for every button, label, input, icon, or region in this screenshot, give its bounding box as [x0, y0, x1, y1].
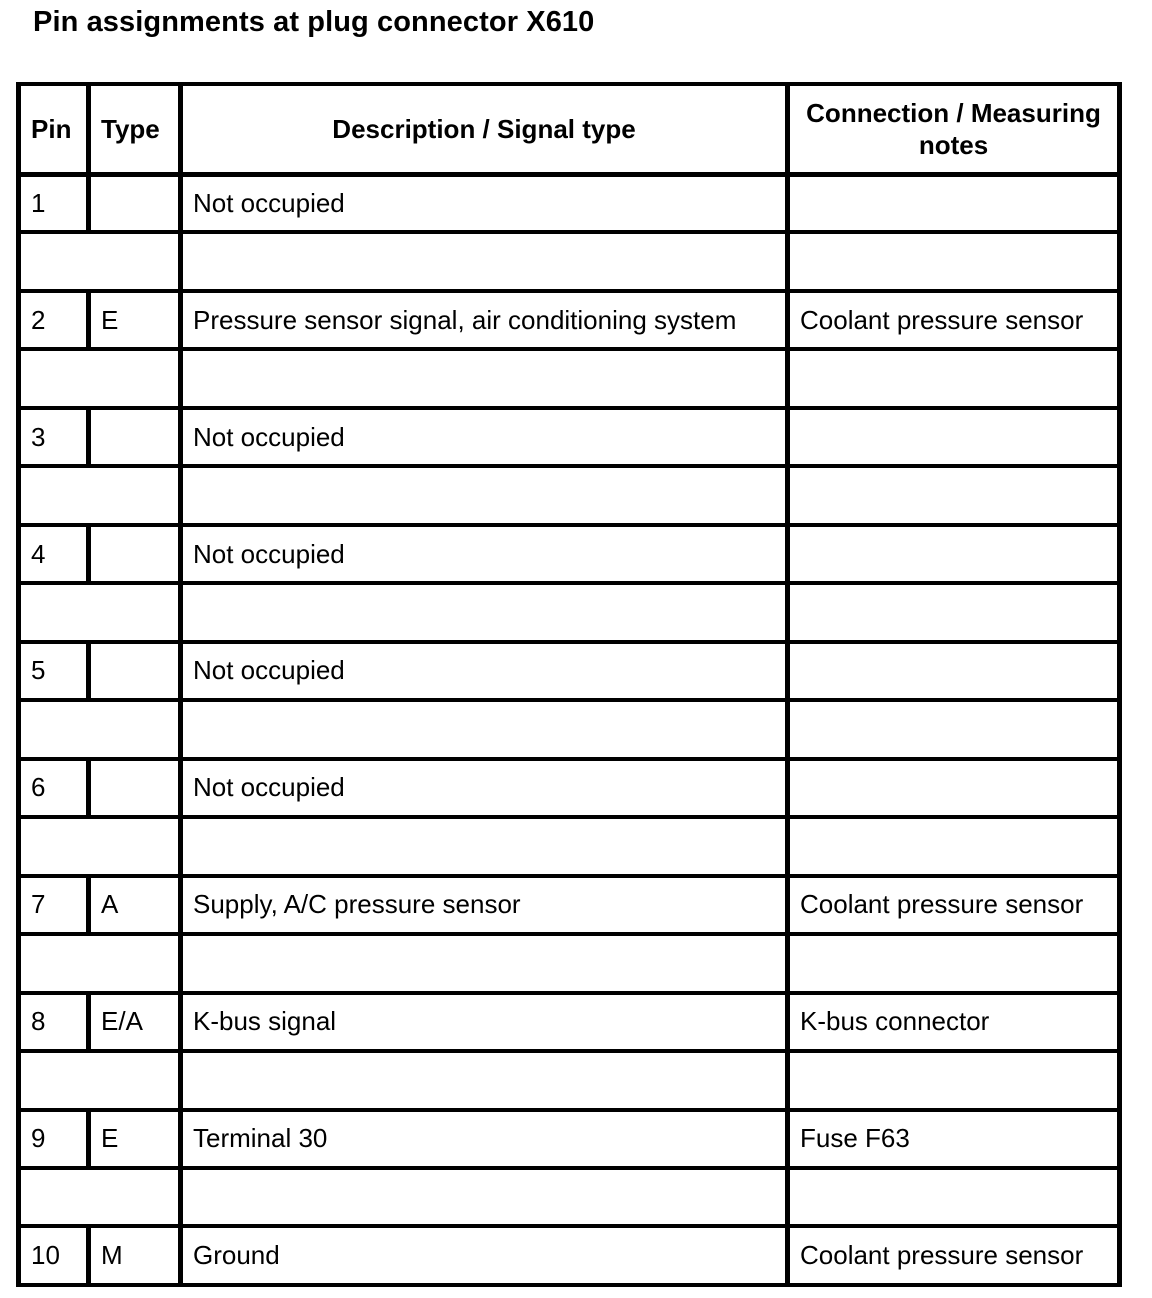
- spacer-cell-description: [181, 232, 788, 290]
- cell-connection: [788, 408, 1120, 466]
- cell-description: Supply, A/C pressure sensor: [181, 876, 788, 934]
- cell-pin: 4: [19, 525, 89, 583]
- spacer-cell-pin-type: [19, 583, 181, 641]
- cell-description: Not occupied: [181, 759, 788, 817]
- table-spacer-row: [19, 232, 1120, 290]
- cell-description: Not occupied: [181, 642, 788, 700]
- cell-description: Pressure sensor signal, air conditioning system: [181, 291, 788, 349]
- table-body: [19, 174, 1120, 1285]
- spacer-cell-pin-type: [19, 466, 181, 524]
- cell-description: K-bus signal: [181, 993, 788, 1051]
- table-spacer-row: [19, 700, 1120, 758]
- table-row: [19, 174, 1120, 232]
- cell-connection: [788, 174, 1120, 232]
- cell-pin: 10: [19, 1226, 89, 1285]
- cell-connection: Coolant pressure sensor: [788, 1226, 1120, 1285]
- cell-description: Not occupied: [181, 408, 788, 466]
- table-spacer-row: [19, 1168, 1120, 1226]
- table-row: [19, 408, 1120, 466]
- cell-connection: [788, 525, 1120, 583]
- table-row: [19, 291, 1120, 349]
- spacer-cell-connection: [788, 232, 1120, 290]
- cell-pin: 6: [19, 759, 89, 817]
- table-row: [19, 1226, 1120, 1285]
- table-header-row: [19, 84, 1120, 174]
- cell-type: [89, 759, 181, 817]
- cell-description: Ground: [181, 1226, 788, 1285]
- spacer-cell-connection: [788, 934, 1120, 992]
- spacer-cell-pin-type: [19, 700, 181, 758]
- table-row: [19, 876, 1120, 934]
- spacer-cell-pin-type: [19, 817, 181, 875]
- cell-pin: 3: [19, 408, 89, 466]
- pin-assignment-table: [16, 82, 1122, 1287]
- cell-connection: Coolant pressure sensor: [788, 291, 1120, 349]
- cell-connection: Fuse F63: [788, 1110, 1120, 1168]
- table-row: [19, 642, 1120, 700]
- cell-description: Terminal 30: [181, 1110, 788, 1168]
- column-header-description: Description / Signal type: [181, 84, 788, 174]
- table-spacer-row: [19, 583, 1120, 641]
- cell-connection: [788, 642, 1120, 700]
- table-row: [19, 1110, 1120, 1168]
- spacer-cell-pin-type: [19, 232, 181, 290]
- cell-type: [89, 642, 181, 700]
- spacer-cell-description: [181, 583, 788, 641]
- table-row: [19, 525, 1120, 583]
- cell-type: [89, 408, 181, 466]
- table-spacer-row: [19, 817, 1120, 875]
- table-row: [19, 993, 1120, 1051]
- cell-type: E/A: [89, 993, 181, 1051]
- spacer-cell-connection: [788, 466, 1120, 524]
- spacer-cell-description: [181, 466, 788, 524]
- cell-pin: 5: [19, 642, 89, 700]
- spacer-cell-connection: [788, 1051, 1120, 1109]
- spacer-cell-connection: [788, 817, 1120, 875]
- cell-type: [89, 174, 181, 232]
- column-header-connection: Connection / Measuring notes: [788, 84, 1120, 174]
- spacer-cell-connection: [788, 1168, 1120, 1226]
- spacer-cell-description: [181, 700, 788, 758]
- table-spacer-row: [19, 934, 1120, 992]
- column-header-type: Type: [89, 84, 181, 174]
- cell-pin: 1: [19, 174, 89, 232]
- cell-pin: 8: [19, 993, 89, 1051]
- cell-connection: [788, 759, 1120, 817]
- cell-type: [89, 525, 181, 583]
- spacer-cell-description: [181, 1051, 788, 1109]
- spacer-cell-pin-type: [19, 349, 181, 407]
- cell-connection: Coolant pressure sensor: [788, 876, 1120, 934]
- spacer-cell-description: [181, 817, 788, 875]
- spacer-cell-pin-type: [19, 1168, 181, 1226]
- cell-pin: 7: [19, 876, 89, 934]
- table-spacer-row: [19, 349, 1120, 407]
- cell-pin: 9: [19, 1110, 89, 1168]
- spacer-cell-pin-type: [19, 934, 181, 992]
- cell-description: Not occupied: [181, 525, 788, 583]
- cell-type: E: [89, 1110, 181, 1168]
- spacer-cell-description: [181, 934, 788, 992]
- table-row: [19, 759, 1120, 817]
- spacer-cell-description: [181, 349, 788, 407]
- spacer-cell-connection: [788, 349, 1120, 407]
- cell-type: E: [89, 291, 181, 349]
- spacer-cell-pin-type: [19, 1051, 181, 1109]
- spacer-cell-connection: [788, 583, 1120, 641]
- column-header-pin: Pin: [19, 84, 89, 174]
- spacer-cell-description: [181, 1168, 788, 1226]
- cell-connection: K-bus connector: [788, 993, 1120, 1051]
- table-spacer-row: [19, 1051, 1120, 1109]
- cell-pin: 2: [19, 291, 89, 349]
- cell-type: A: [89, 876, 181, 934]
- cell-description: Not occupied: [181, 174, 788, 232]
- document-title: Pin assignments at plug connector X610: [33, 6, 595, 38]
- table-spacer-row: [19, 466, 1120, 524]
- spacer-cell-connection: [788, 700, 1120, 758]
- cell-type: M: [89, 1226, 181, 1285]
